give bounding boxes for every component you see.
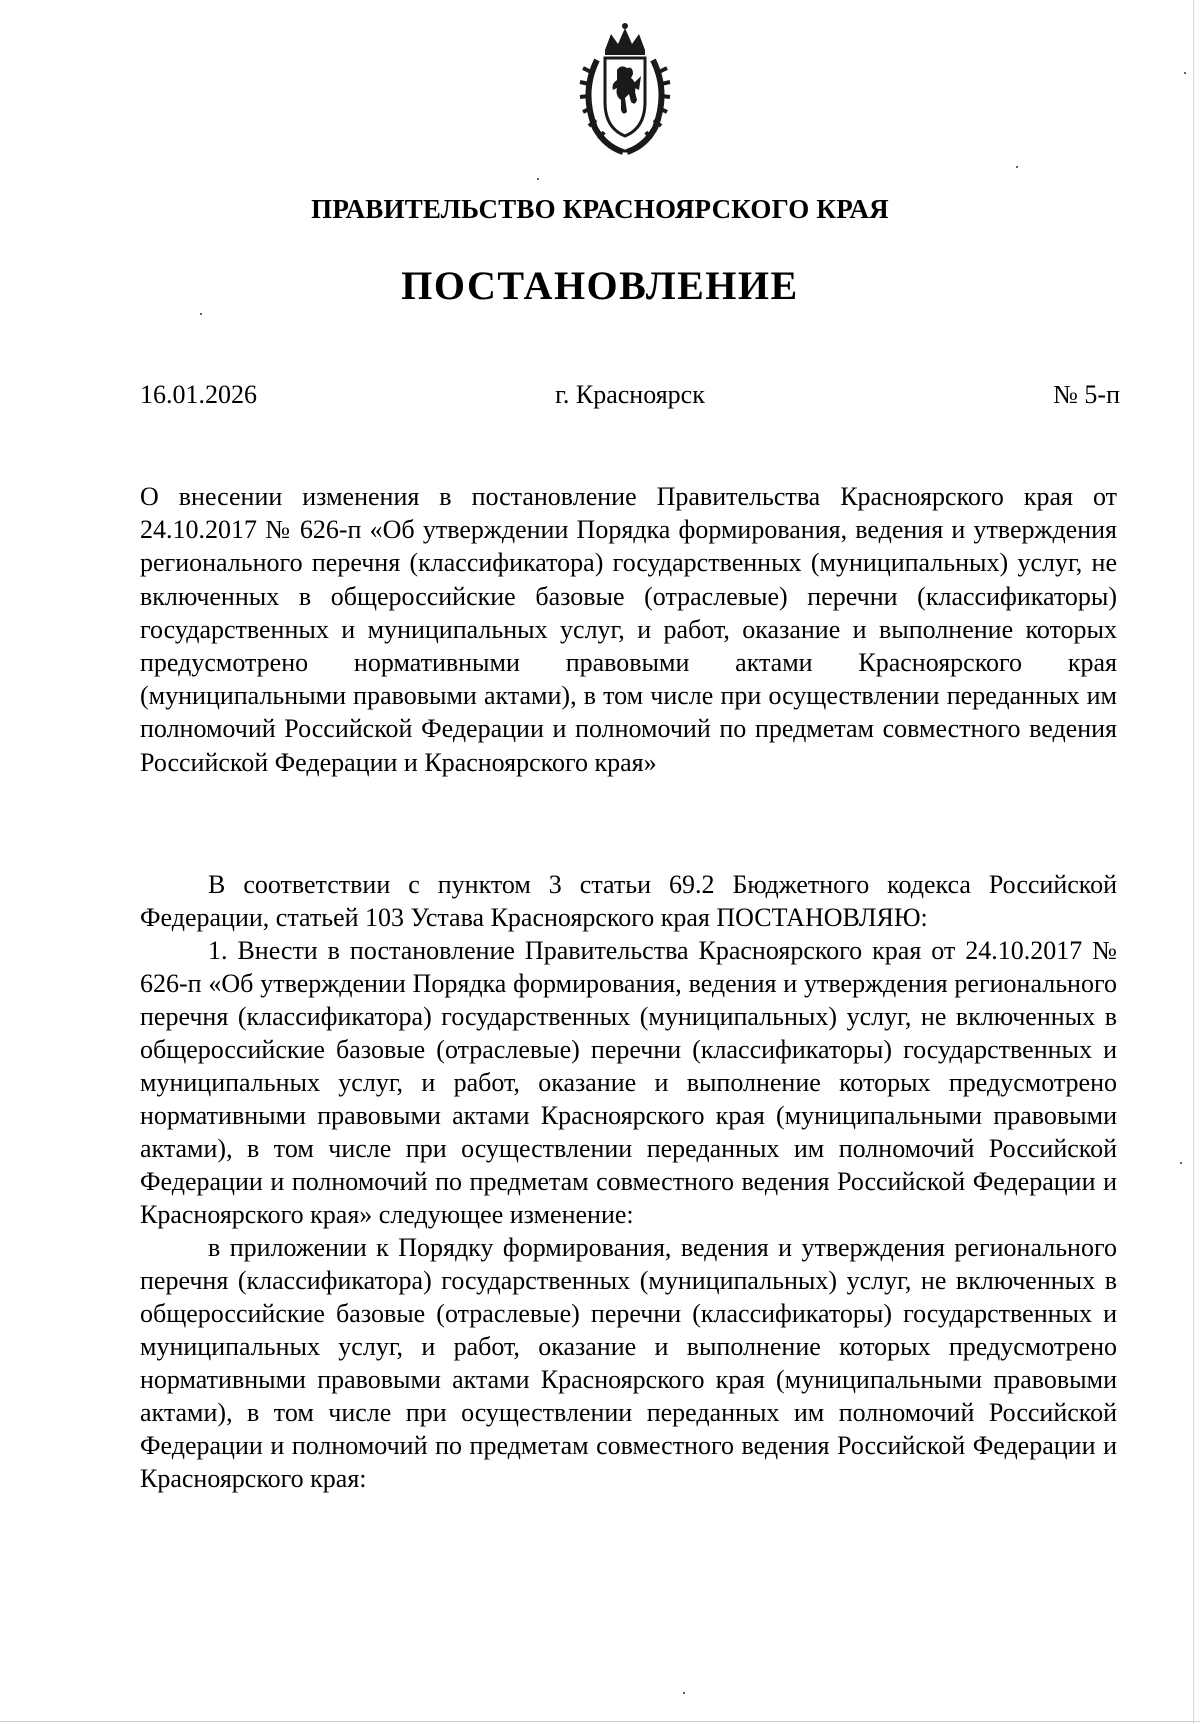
scan-speck bbox=[1016, 166, 1018, 168]
document-meta-row bbox=[140, 380, 1120, 416]
body-paragraph: 1. Внести в постановление Правительства Красноярского края от 24.10.2017 № 626-п «Об утверждении Порядка формирования, ведения и утверждения регионального перечня (классификатора) государственных (муниципальных) услуг, не включенных в общероссийские базовые (отраслевые) перечни (классификаторы) государственных и муниципальных услуг, и работ, оказание и выполнение которых предусмотрено нормативными правовыми актами Красноярского края (муниципальными правовыми актами), в том числе при осуществлении переданных им полномочий Российской Федерации и полномочий по предметам совместного ведения Российской Федерации и Красноярского края» следующее изменение: bbox=[140, 936, 1117, 1229]
document-number: № 5-п bbox=[1053, 380, 1120, 409]
scan-edge-line bbox=[1193, 0, 1194, 1724]
coat-of-arms-icon bbox=[575, 20, 675, 160]
scan-speck bbox=[200, 313, 202, 315]
scan-speck bbox=[1180, 1162, 1182, 1164]
organization-title: ПРАВИТЕЛЬСТВО КРАСНОЯРСКОГО КРАЯ bbox=[311, 194, 889, 224]
document-body bbox=[140, 868, 1117, 1495]
document-city: г. Красноярск bbox=[555, 380, 705, 409]
document-subject: О внесении изменения в постановление Правительства Красноярского края от 24.10.2017 № 626-п «Об утверждении Порядка формирования, ведения и утверждения регионального перечня (классификатора) государственных (муниципальных) услуг, не включенных в общероссийские базовые (отраслевые) перечни (классификаторы) государственных и муниципальных услуг, и работ, оказание и выполнение которых предусмотрено нормативными правовыми актами Красноярского края (муниципальными правовыми актами), в том числе при осуществлении переданных им полномочий Российской Федерации и полномочий по предметам совместного ведения Российской Федерации и Красноярского края» bbox=[140, 482, 1117, 777]
body-paragraph: В соответствии с пунктом 3 статьи 69.2 Бюджетного кодекса Российской Федерации, статьей 103 Устава Красноярского края ПОСТАНОВЛЯЮ: bbox=[140, 870, 1117, 932]
scan-edge-line bbox=[0, 1721, 1200, 1722]
scan-speck bbox=[537, 178, 539, 180]
document-date: 16.01.2026 bbox=[140, 380, 257, 409]
scan-speck bbox=[1184, 72, 1186, 74]
body-paragraph: в приложении к Порядку формирования, ведения и утверждения регионального перечня (классификатора) государственных (муниципальных) услуг, не включенных в общероссийские базовые (отраслевые) перечни (классификаторы) государственных и муниципальных услуг, и работ, оказание и выполнение которых предусмотрено нормативными правовыми актами Красноярского края (муниципальными правовыми актами), в том числе при осуществлении переданных им полномочий Российской Федерации и полномочий по предметам совместного ведения Российской Федерации и Красноярского края: bbox=[140, 1233, 1117, 1493]
document-type-title: ПОСТАНОВЛЕНИЕ bbox=[401, 263, 799, 308]
scan-speck bbox=[683, 1692, 685, 1694]
